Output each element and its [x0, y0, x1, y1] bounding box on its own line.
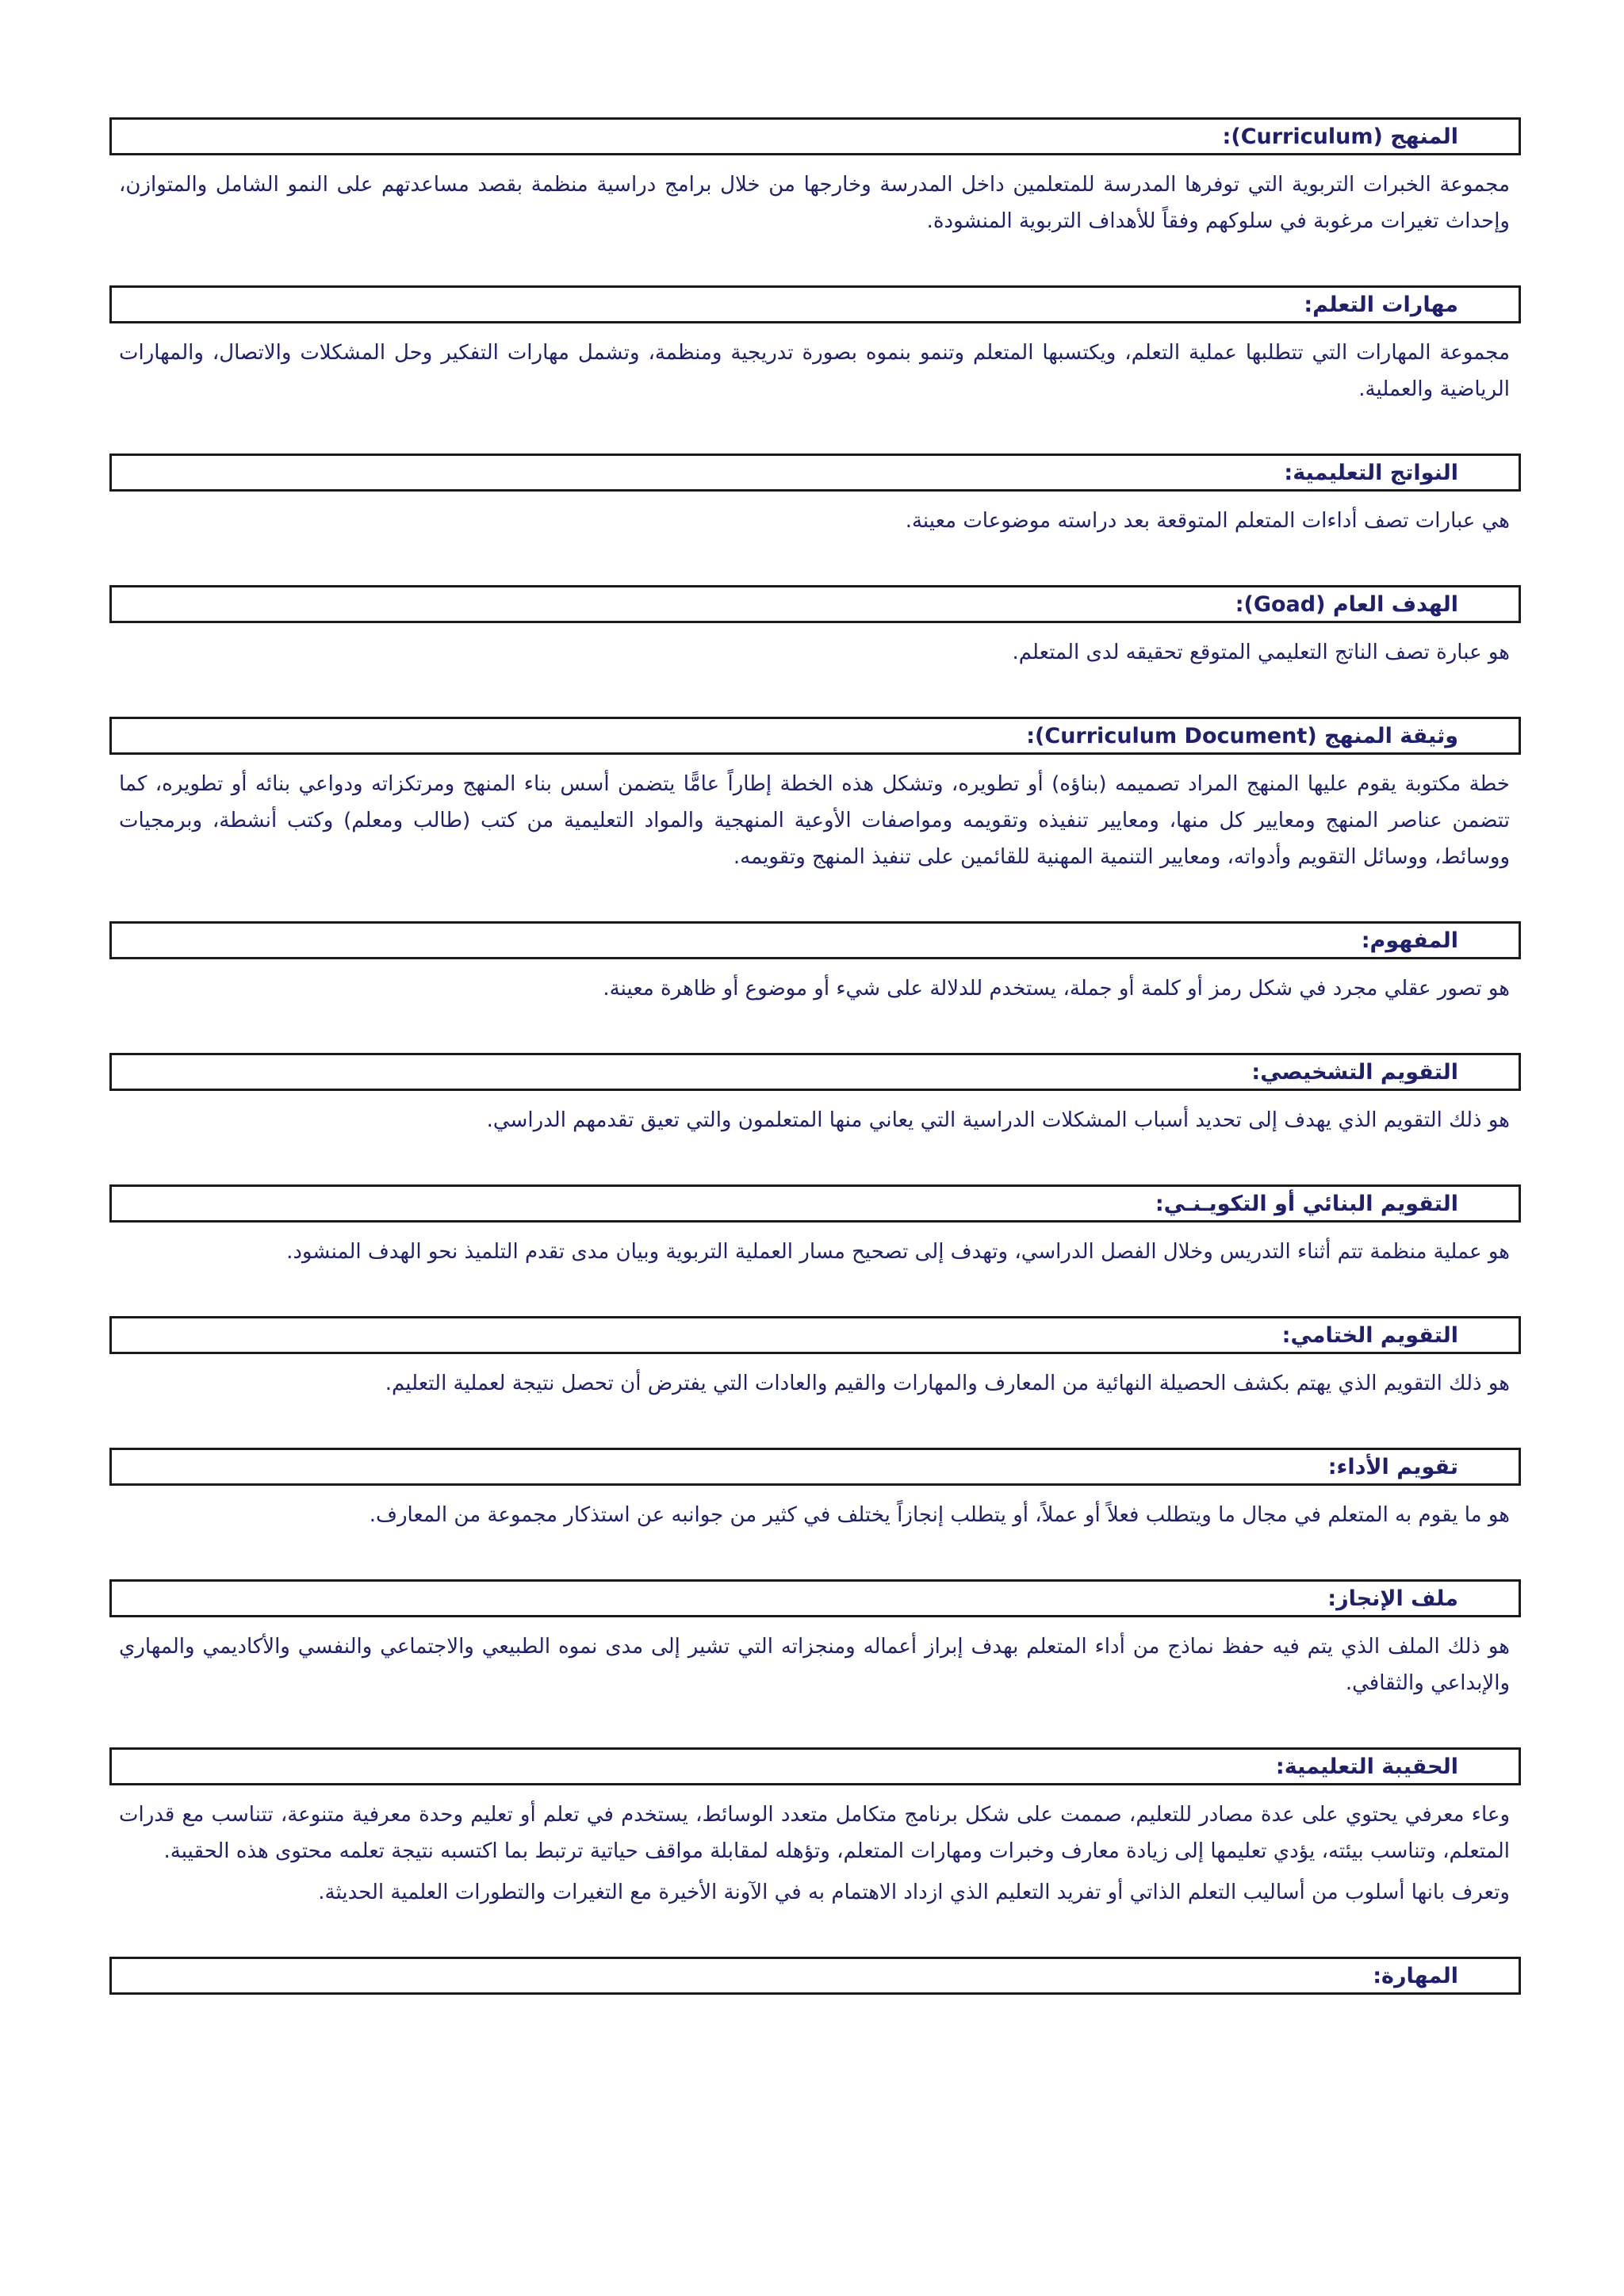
glossary-entry: [109, 285, 1521, 408]
term-definition: هو عملية منظمة تتم أثناء التدريس وخلال الفصل الدراسي، وتهدف إلى تصحيح مسار العملية التربوية وبيان مدى تقدم التلميذ نحو الهدف المنشود.: [286, 1240, 1510, 1264]
term-heading-box: [109, 1316, 1521, 1354]
term-title: المهارة:: [1373, 1963, 1458, 1988]
term-title: الهدف العام (Goad):: [1235, 591, 1458, 617]
term-definition: هو عبارة تصف الناتج التعليمي المتوقع تحقيقه لدى المتعلم.: [1012, 641, 1510, 664]
term-definition: هو ما يقوم به المتعلم في مجال ما ويتطلب فعلاً أو عملاً، أو يتطلب إنجازاً يختلف في كثير من جوانبه عن استذكار مجموعة من المعارف.: [369, 1503, 1510, 1527]
glossary-entry: [109, 453, 1521, 539]
glossary-entry: [109, 717, 1521, 875]
glossary-entry: [109, 1957, 1521, 1995]
term-title: وثيقة المنهج (Curriculum Document):: [1026, 723, 1458, 748]
glossary-entry: [109, 921, 1521, 1007]
term-heading-box: [109, 1184, 1521, 1223]
glossary-entry: [109, 1316, 1521, 1402]
term-heading-box: [109, 285, 1521, 323]
glossary-list: [109, 117, 1521, 1995]
term-heading-box: [109, 117, 1521, 155]
glossary-entry: [109, 1448, 1521, 1533]
term-definition: هو ذلك الملف الذي يتم فيه حفظ نماذج من أداء المتعلم بهدف إبراز أعماله ومنجزاته التي تشير إلى مدى نموه الطبيعي والاجتماعي والنفسي والأكاديمي والمهاري والإبداعي والثقافي.: [119, 1635, 1510, 1695]
term-heading-box: [109, 1053, 1521, 1091]
term-title: النواتج التعليمية:: [1284, 460, 1458, 485]
term-heading-box: [109, 1448, 1521, 1486]
term-definition: هو تصور عقلي مجرد في شكل رمز أو كلمة أو جملة، يستخدم للدلالة على شيء أو موضوع أو ظاهرة معينة.: [603, 977, 1510, 1001]
term-title: المنهج (Curriculum):: [1222, 124, 1458, 149]
term-title: تقويم الأداء:: [1327, 1454, 1458, 1479]
term-definition: وتعرف بانها أسلوب من أساليب التعلم الذاتي أو تفريد التعليم الذي ازداد الاهتمام به في الآونة الأخيرة مع التغيرات والتطورات العلمية الحديثة.: [318, 1881, 1510, 1904]
term-definition: وعاء معرفي يحتوي على عدة مصادر للتعليم، صممت على شكل برنامج متكامل متعدد الوسائط، يستخدم في تعلم أو تعليم وحدة معرفية متنوعة، تتناسب مع قدرات المتعلم، وتناسب بيئته، يؤدي تعليمها إلى زيادة معارف وخبرات ومهارات المتعلم، وتؤهله لمقابلة مواقف حياتية ترتبط بما اكتسبه نتيجة تعلمه محتوى هذه الحقيبة.: [119, 1803, 1510, 1863]
glossary-entry: [109, 1184, 1521, 1270]
glossary-entry: [109, 1579, 1521, 1701]
term-definition: هو ذلك التقويم الذي يهدف إلى تحديد أسباب المشكلات الدراسية التي يعاني منها المتعلمون والتي تعيق تقدمهم الدراسي.: [486, 1108, 1510, 1132]
glossary-entry: [109, 1053, 1521, 1138]
term-definition: هي عبارات تصف أداءات المتعلم المتوقعة بعد دراسته موضوعات معينة.: [905, 509, 1510, 533]
term-title: التقويم الختامي:: [1281, 1322, 1458, 1348]
term-title: مهارات التعلم:: [1304, 292, 1458, 317]
term-title: الحقيبة التعليمية:: [1275, 1754, 1458, 1779]
term-heading-box: [109, 921, 1521, 959]
glossary-entry: [109, 117, 1521, 239]
glossary-entry: [109, 585, 1521, 671]
term-heading-box: [109, 717, 1521, 755]
term-title: التقويم البنائي أو التكويـنـي:: [1155, 1191, 1458, 1216]
term-definition: مجموعة الخبرات التربوية التي توفرها المدرسة للمتعلمين داخل المدرسة وخارجها من خلال برامج دراسية منظمة بقصد مساعدتهم على النمو الشامل والمتوازن، وإحداث تغيرات مرغوبة في سلوكهم وفقاً للأهداف التربوية المنشودة.: [119, 173, 1510, 233]
term-heading-box: [109, 585, 1521, 623]
term-definition: هو ذلك التقويم الذي يهتم بكشف الحصيلة النهائية من المعارف والمهارات والقيم والعادات التي يفترض أن تحصل نتيجة لعملية التعليم.: [385, 1372, 1510, 1395]
term-title: التقويم التشخيصي:: [1251, 1059, 1458, 1085]
term-definition: خطة مكتوبة يقوم عليها المنهج المراد تصميمه (بناؤه) أو تطويره، وتشكل هذه الخطة إطاراً عامًّا يتضمن أسس بناء المنهج ومرتكزاته ودواعي بنائه أو تطويره، كما تتضمن عناصر المنهج ومعايير كل منها، ومعايير تنفيذه وتقويمه ومواصفات الأوعية المنهجية والمواد التعليمية من كتب (طالب ومعلم) وكتب أنشطة، وبرمجيات ووسائط، ووسائل التقويم وأدواته، ومعايير التنمية المهنية للقائمين على تنفيذ المنهج وتقويمه.: [119, 772, 1510, 869]
term-title: المفهوم:: [1361, 928, 1458, 953]
term-heading-box: [109, 1957, 1521, 1995]
term-heading-box: [109, 1747, 1521, 1785]
glossary-entry: [109, 1747, 1521, 1911]
term-title: ملف الإنجاز:: [1327, 1586, 1458, 1611]
term-heading-box: [109, 453, 1521, 492]
term-heading-box: [109, 1579, 1521, 1617]
term-definition: مجموعة المهارات التي تتطلبها عملية التعلم، ويكتسبها المتعلم وتنمو بنموه بصورة تدريجية ومنظمة، وتشمل مهارات التفكير وحل المشكلات والاتصال، والمهارات الرياضية والعملية.: [119, 341, 1510, 401]
